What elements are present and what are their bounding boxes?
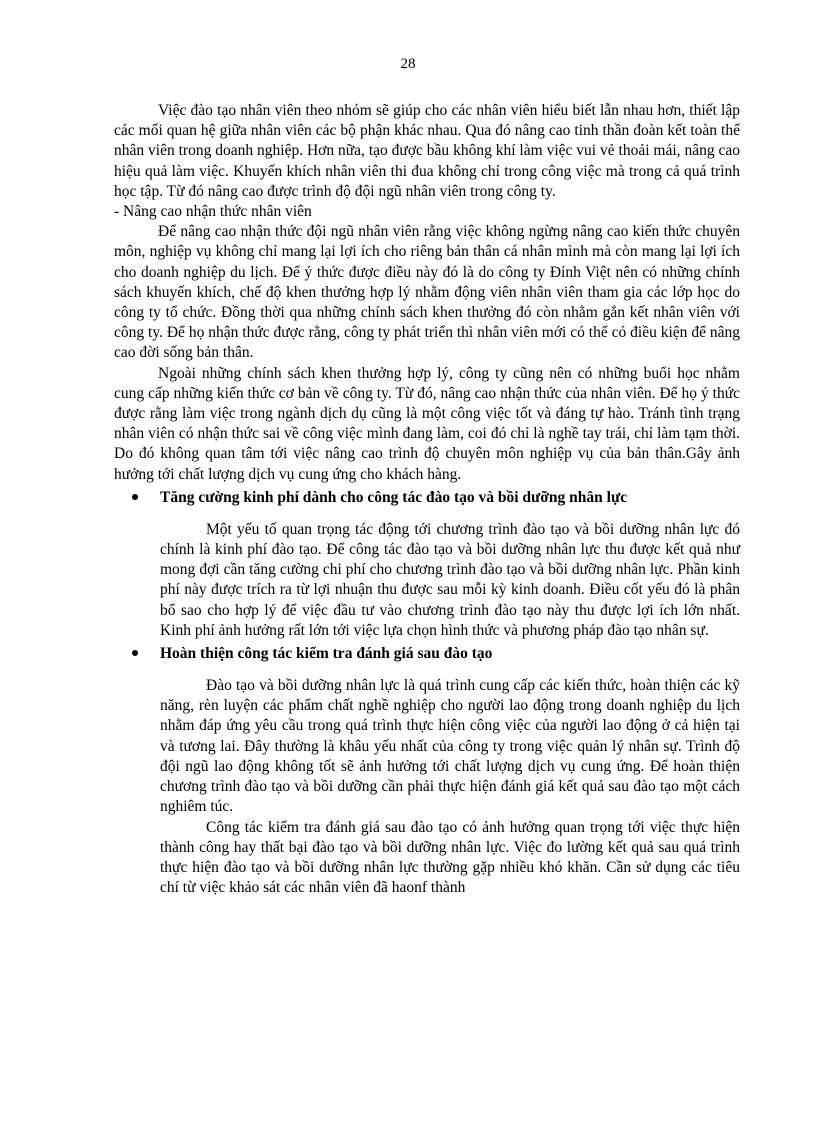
paragraph-evaluation-importance: Công tác kiểm tra đánh giá sau đào tạo có ảnh hưởng quan trọng tới việc thực hiện thành công hay thất bại đào tạo và bồi dưỡng nhân lực. Việc đo lường kết quả sau quá trình thực hiện đào tạo và bồi dưỡng nhân lực thường gặp nhiều khó khăn. Cần sử dụng các tiêu chí từ việc khảo sát các nhân viên đã haonf thành	[160, 818, 740, 897]
bullet-heading-funding	[114, 487, 740, 508]
paragraph-training-funding: Một yếu tố quan trọng tác động tới chương trình đào tạo và bồi dưỡng nhân lực đó chính là kinh phí đào tạo. Để công tác đào tạo và bồi dưỡng nhân lực thu được kết quả như mong đợi cần tăng cường chi phí cho chương trình đào tạo và bồi dưỡng nhân lực. Phần kinh phí này được trích ra từ lợi nhuận thu được sau mỗi kỳ kinh doanh. Điều cốt yếu đó là phân bổ sao cho hợp lý để việc đầu tư vào chương trình đào tạo này thu được lợi ích lớn nhất. Kinh phí ảnh hưởng rất lớn tới việc lựa chọn hình thức và phương pháp đào tạo nhân sự.	[160, 520, 740, 639]
document-body	[114, 101, 740, 898]
paragraph-company-knowledge: Ngoài những chính sách khen thưởng hợp lý, công ty cũng nên có những buổi học nhằm cung cấp những kiến thức cơ bản về công ty. Từ đó, nâng cao nhận thức của nhân viên. Để họ ý thức được rằng làm việc trong ngành dịch dụ cũng là một công việc tốt và đáng tự hào. Tránh tình trạng nhân viên có nhận thức sai về công việc mình đang làm, coi đó chỉ là nghề tay trái, chỉ làm tạm thời. Do đó không quan tâm tới việc nâng cao trình độ chuyên môn nghiệp vụ của bản thân.Gây ảnh hưởng tới chất lượng dịch vụ cung ứng cho khách hàng.	[114, 364, 740, 483]
page-number: 28	[400, 56, 416, 72]
section-funding	[160, 520, 740, 641]
section-evaluation	[160, 676, 740, 898]
bullet-heading-funding-text: Tăng cường kinh phí dành cho công tác đào tạo và bồi dưỡng nhân lực	[160, 488, 628, 506]
subheading-raise-awareness: - Nâng cao nhận thức nhân viên	[114, 203, 312, 221]
paragraph-awareness-policy: Để nâng cao nhận thức đội ngũ nhân viên rằng việc không ngừng nâng cao kiến thức chuyên môn, nghiệp vụ không chỉ mang lại lợi ích cho riêng bản thân cá nhân mình mà còn mang lại lợi ích cho doanh nghiệp du lịch. Để ý thức được điều này đó là do công ty Đỉnh Việt nên có những chính sách khuyến khích, chế độ khen thưởng hợp lý nhằm động viên nhân viên tham gia các lớp học do công ty tổ chức. Đồng thời qua những chính sách khen thưởng đó còn nhằm gắn kết nhân viên với công ty. Để họ nhận thức được rằng, công ty phát triển thì nhân viên mới có thể có điều kiện để nâng cao đời sống bản thân.	[114, 223, 740, 362]
bullet-heading-evaluation	[114, 643, 740, 664]
bullet-icon	[132, 494, 138, 500]
bullet-icon	[132, 650, 138, 656]
paragraph-team-training: Việc đào tạo nhân viên theo nhóm sẽ giúp cho các nhân viên hiểu biết lẫn nhau hơn, thiết lập các mối quan hệ giữa nhân viên các bộ phận khác nhau. Qua đó nâng cao tinh thần đoàn kết toàn thể nhân viên trong doanh nghiệp. Hơn nữa, tạo được bầu không khí làm việc vui vẻ thoải mái, nâng cao hiệu quả làm việc. Khuyến khích nhân viên thi đua không chỉ trong công việc mà trong cả quá trình học tập. Từ đó nâng cao được trình độ đội ngũ nhân viên trong công ty.	[114, 102, 740, 200]
bullet-heading-evaluation-text: Hoàn thiện công tác kiểm tra đánh giá sau đào tạo	[160, 645, 493, 663]
paragraph-training-definition: Đào tạo và bồi dưỡng nhân lực là quá trình cung cấp các kiến thức, hoàn thiện các kỹ năng, rèn luyện các phẩm chất nghề nghiệp cho người lao động trong doanh nghiệp du lịch nhằm đáp ứng yêu cầu trong quá trình thực hiện công việc của người lao động ở cả hiện tại và tương lai. Đây thường là khâu yếu nhất của công ty trong việc quản lý nhân sự. Trình độ đội ngũ lao động không tốt sẽ ảnh hưởng tới chất lượng dịch vụ cung ứng. Để hoàn thiện chương trình đào tạo và bồi dưỡng cần phải thực hiện đánh giá kết quả sau đào tạo một cách nghiêm túc.	[160, 677, 740, 816]
